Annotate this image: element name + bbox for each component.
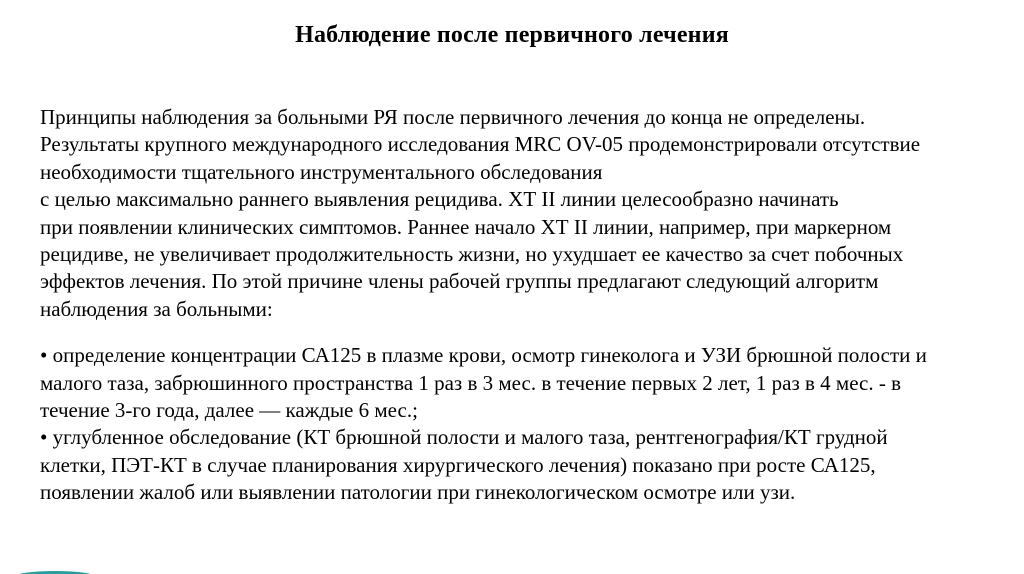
paragraph-line: при появлении клинических симптомов. Раннее начало ХТ II линии, например, при маркерном — [40, 214, 892, 239]
paragraph-line: необходимости тщательного инструментального обследования — [40, 159, 603, 184]
paragraph-line: с целью максимально раннего выявления рецидива. ХТ II линии целесообразно начинать — [40, 187, 839, 212]
paragraph-line: эффектов лечения. По этой причине члены рабочей группы предлагают следующий алгоритм — [40, 269, 879, 294]
bullet-item-line: • определение концентрации СА125 в плазме крови, осмотр гинеколога и УЗИ брюшной полости и — [40, 343, 927, 368]
paragraph-line: Принципы наблюдения за больными РЯ после первичного лечения до конца не определены. — [40, 105, 866, 129]
bullet-item-line: клетки, ПЭТ-КТ в случае планирования хирургического лечения) показано при росте СА125, — [40, 452, 876, 477]
paragraph-line: рецидиве, не увеличивает продолжительность жизни, но ухудшает ее качество за счет побочных — [40, 242, 904, 267]
paragraph-line: наблюдения за больными: — [40, 296, 273, 321]
bullet-item-line: малого таза, забрюшинного пространства 1 раз в 3 мес. в течение первых 2 лет, 1 раз в 4 мес. - в — [40, 370, 902, 395]
slide-body-text — [40, 104, 970, 507]
bullet-item-line: появлении жалоб или выявлении патологии при гинекологическом осмотре или узи. — [40, 480, 796, 505]
bullet-item-line: • углубленное обследование (КТ брюшной полости и малого таза, рентгенография/КТ грудной — [40, 425, 888, 450]
paragraph-line: Результаты крупного международного исследования MRC OV-05 продемонстрировали отсутствие — [40, 132, 921, 157]
page-title: Наблюдение после первичного лечения — [295, 22, 729, 48]
bullet-item-line: течение 3-го года, далее — каждые 6 мес.; — [40, 398, 418, 423]
